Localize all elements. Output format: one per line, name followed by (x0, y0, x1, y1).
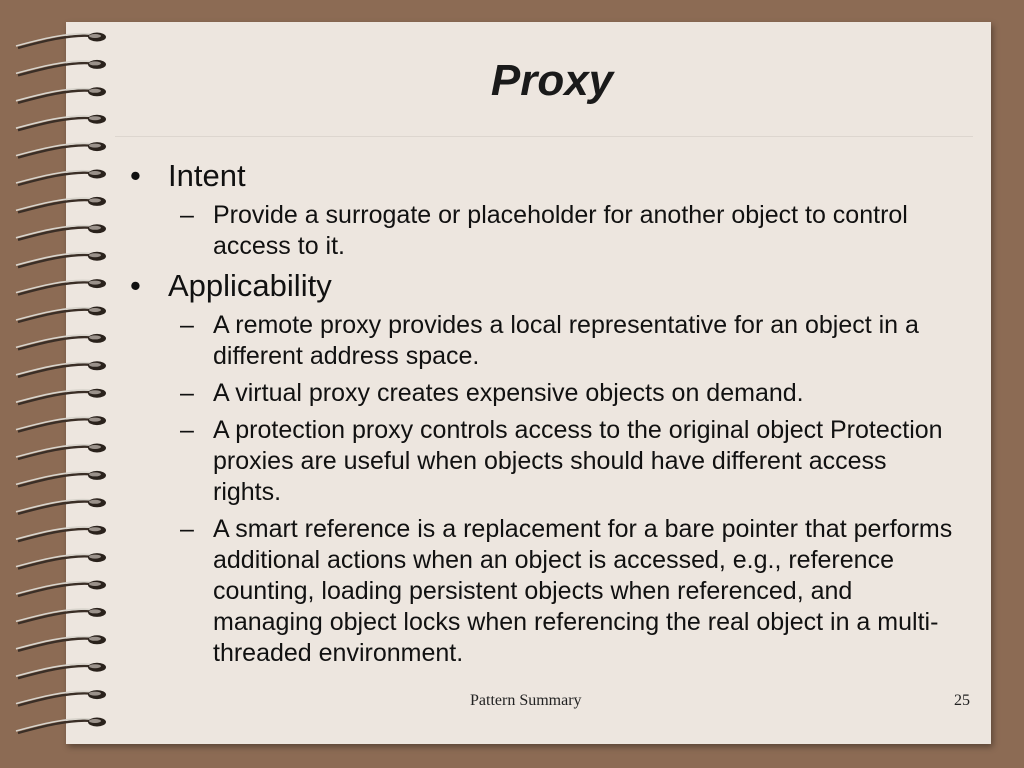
sub-bullet (130, 514, 960, 669)
title-divider (115, 136, 973, 137)
dash-marker: – (180, 515, 194, 543)
footer-label: Pattern Summary (470, 692, 582, 709)
bullet-heading: Applicability (168, 268, 332, 303)
sub-bullet (130, 378, 960, 409)
dash-marker: – (180, 379, 194, 407)
sub-bullet-text: A smart reference is a replacement for a bare pointer that performs additional actions when an object is accessed, e.g., reference counting, loading persistent objects when referenced, and managing object locks when referencing the real object in a multi-threaded environment. (213, 515, 953, 667)
slide-title: Proxy (490, 56, 614, 105)
sub-bullet-text: Provide a surrogate or placeholder for another object to control access to it. (213, 201, 908, 260)
sub-bullet (130, 200, 960, 262)
bullet-marker: • (130, 158, 141, 193)
dash-marker: – (180, 311, 194, 339)
bullet-intent (130, 158, 960, 194)
sub-bullet-text: A protection proxy controls access to the original object Protection proxies are useful when objects should have different access rights. (213, 416, 943, 506)
page-number: 25 (954, 692, 970, 709)
sub-bullet (130, 415, 960, 508)
sub-bullet-text: A remote proxy provides a local representative for an object in a different address space. (213, 311, 919, 370)
bullet-heading: Intent (168, 158, 246, 193)
slide-body (130, 158, 960, 675)
dash-marker: – (180, 201, 194, 229)
bullet-applicability (130, 268, 960, 304)
sub-bullet (130, 310, 960, 372)
bullet-marker: • (130, 268, 141, 303)
dash-marker: – (180, 416, 194, 444)
sub-bullet-text: A virtual proxy creates expensive objects on demand. (213, 379, 804, 407)
